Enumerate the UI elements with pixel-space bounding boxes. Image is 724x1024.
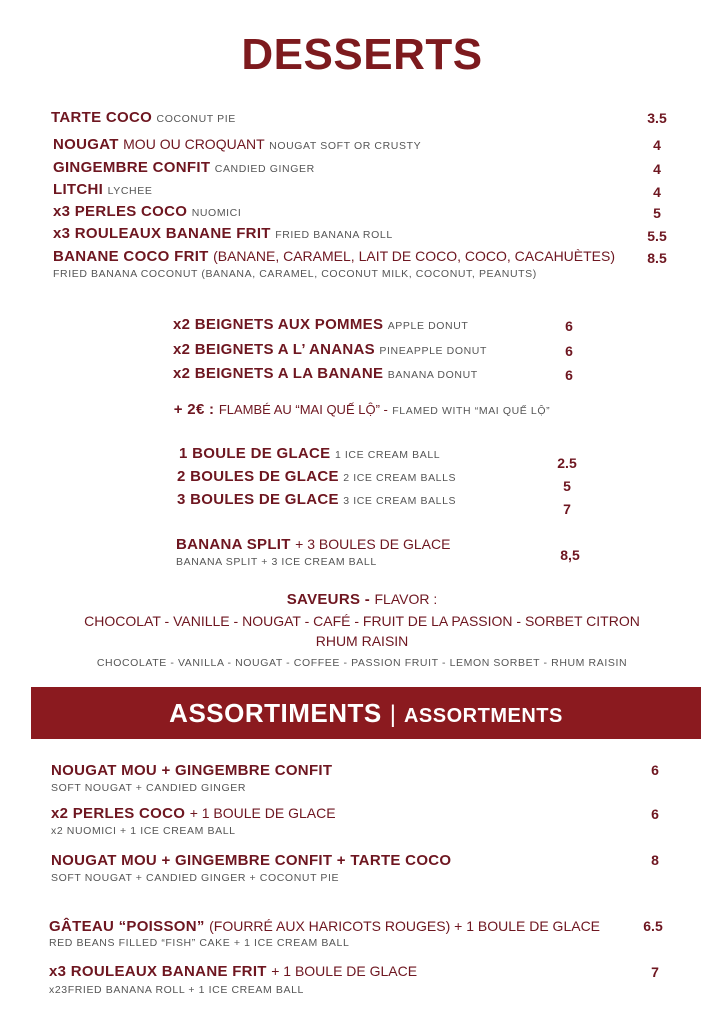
menu-item: GINGEMBRE CONFIT CANDIED GINGER	[53, 159, 315, 176]
menu-item: 2 BOULES DE GLACE 2 ICE CREAM BALLS	[177, 468, 457, 485]
menu-item: NOUGAT MOU + GINGEMBRE CONFIT	[51, 762, 333, 779]
price: 6	[651, 762, 659, 778]
menu-item: LITCHI LYCHEE	[53, 181, 153, 198]
flavors-list-english: CHOCOLATE - VANILLA - NOUGAT - COFFEE - PASSION FRUIT - LEMON SORBET - RHUM RAISIN	[96, 657, 628, 669]
price: 6	[565, 343, 573, 359]
menu-item: x3 ROULEAUX BANANE FRIT + 1 BOULE DE GLACE	[49, 963, 418, 980]
flavors-list-cont: RHUM RAISIN	[315, 633, 409, 649]
menu-item-english: SOFT NOUGAT + CANDIED GINGER + COCONUT PIE	[51, 872, 340, 884]
menu-item-english: x2 NUOMICI + 1 ICE CREAM BALL	[51, 825, 236, 837]
price: 4	[653, 137, 661, 153]
menu-item: x2 BEIGNETS A LA BANANE BANANA DONUT	[173, 365, 478, 382]
price: 8	[651, 852, 659, 868]
assortments-banner: ASSORTIMENTS | ASSORTMENTS	[31, 687, 701, 739]
price: 3.5	[647, 110, 667, 126]
price: 6	[651, 806, 659, 822]
price: 6	[565, 367, 573, 383]
price: 5.5	[647, 228, 667, 244]
price: 7	[563, 501, 571, 517]
flavors-heading: SAVEURS - FLAVOR :	[286, 591, 438, 608]
price: 6.5	[643, 918, 663, 934]
flavors-list: CHOCOLAT - VANILLE - NOUGAT - CAFÉ - FRUIT DE LA PASSION - SORBET CITRON	[84, 613, 640, 629]
menu-item: NOUGAT MOU + GINGEMBRE CONFIT + TARTE COCO	[51, 852, 452, 869]
price: 8.5	[647, 250, 667, 266]
page-title: DESSERTS	[241, 30, 483, 79]
price: 6	[565, 318, 573, 334]
price: 5	[563, 478, 571, 494]
menu-item: TARTE COCO COCONUT PIE	[51, 109, 236, 126]
price: 5	[653, 205, 661, 221]
menu-item-english: FRIED BANANA COCONUT (BANANA, CARAMEL, COCONUT MILK, COCONUT, PEANUTS)	[53, 268, 537, 280]
menu-item: x2 BEIGNETS A L’ ANANAS PINEAPPLE DONUT	[173, 341, 487, 358]
price: 8,5	[560, 547, 580, 563]
menu-item: 3 BOULES DE GLACE 3 ICE CREAM BALLS	[177, 491, 457, 508]
menu-item-english: RED BEANS FILLED “FISH” CAKE + 1 ICE CREAM BALL	[49, 937, 350, 949]
menu-item: BANANE COCO FRIT (BANANE, CARAMEL, LAIT DE COCO, COCO, CACAHUÈTES)	[53, 248, 616, 265]
price: 4	[653, 184, 661, 200]
price: 4	[653, 161, 661, 177]
menu-item: 1 BOULE DE GLACE 1 ICE CREAM BALL	[179, 445, 441, 462]
menu-item-english: x23FRIED BANANA ROLL + 1 ICE CREAM BALL	[49, 984, 304, 996]
menu-item: NOUGAT MOU OU CROQUANT NOUGAT SOFT OR CRUSTY	[53, 136, 422, 153]
menu-item: x3 PERLES COCO NUOMICI	[53, 203, 242, 220]
price: 2.5	[557, 455, 577, 471]
menu-item: x2 PERLES COCO + 1 BOULE DE GLACE	[51, 805, 336, 822]
menu-item-english: BANANA SPLIT + 3 ICE CREAM BALL	[176, 556, 377, 568]
menu-item: x3 ROULEAUX BANANE FRIT FRIED BANANA ROLL	[53, 225, 393, 242]
price: 7	[651, 964, 659, 980]
menu-item: GÂTEAU “POISSON” (FOURRÉ AUX HARICOTS ROUGES) + 1 BOULE DE GLACE	[49, 918, 601, 935]
menu-item: BANANA SPLIT + 3 BOULES DE GLACE	[176, 536, 451, 553]
menu-item: x2 BEIGNETS AUX POMMES APPLE DONUT	[173, 316, 469, 333]
menu-item-english: SOFT NOUGAT + CANDIED GINGER	[51, 782, 247, 794]
flambe-option: + 2€ : FLAMBÉ AU “MAI QUẾ LỘ” - FLAMED WITH “MAI QUẾ LỘ”	[173, 401, 551, 418]
